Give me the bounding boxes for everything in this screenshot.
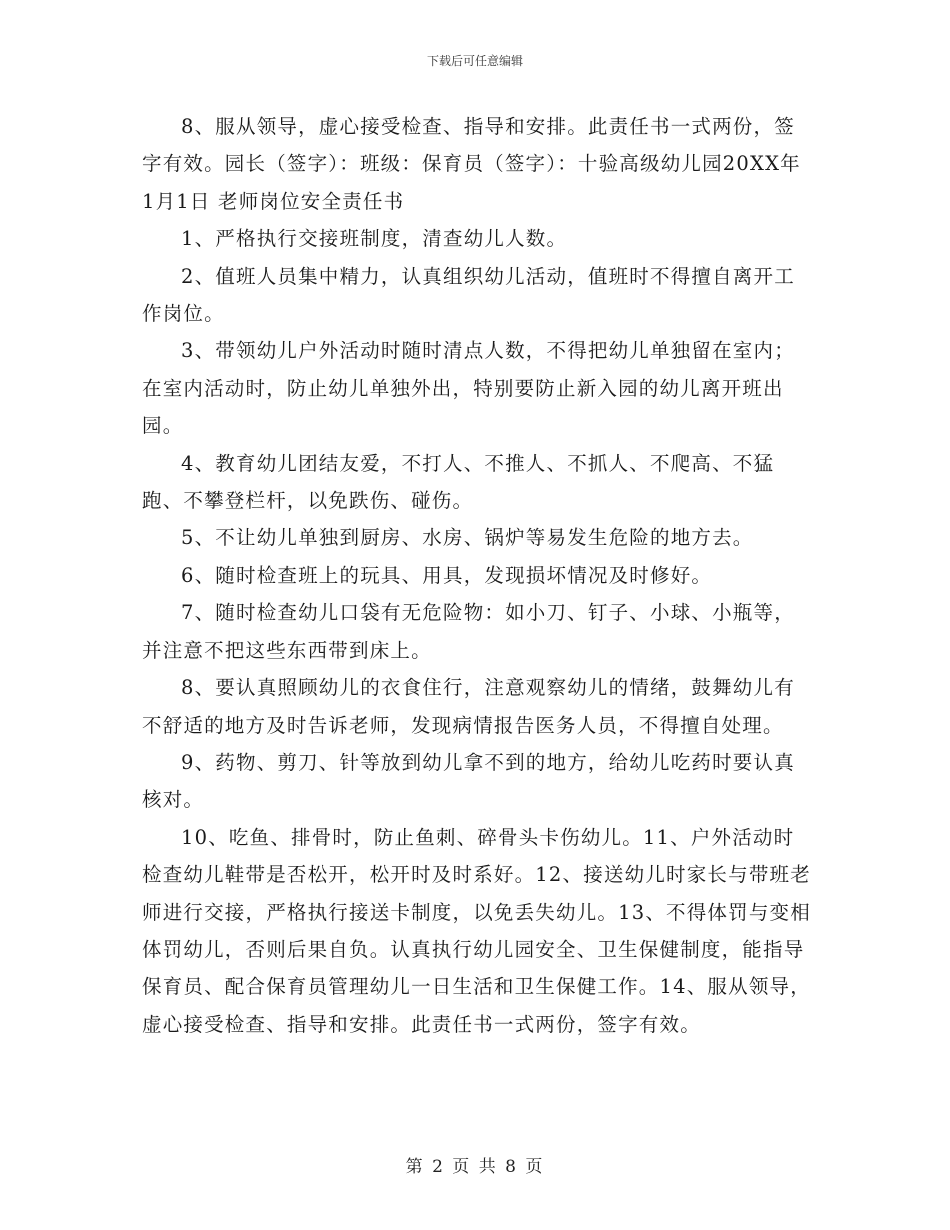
paragraph-item-1: 1、严格执行交接班制度，清查幼儿人数。 <box>181 227 568 251</box>
page-header: 下载后可任意编辑 <box>426 54 523 68</box>
document-body <box>142 108 812 1043</box>
paragraph-item-2: 2、值班人员集中精力，认真组织幼儿活动，值班时不得擅自离开工作岗位。 <box>142 264 795 326</box>
paragraph-item-10-14: 10、吃鱼、排骨时，防止鱼刺、碎骨头卡伤幼儿。11、户外活动时检查幼儿鞋带是否松开，松开时及时系好。12、接送幼儿时家长与带班老师进行交接，严格执行接送卡制度，以免丢失幼儿。13、不得体罚与变相体罚幼儿，否则后果自负。认真执行幼儿园安全、卫生保健制度，能指导保育员、配合保育员管理幼儿一日生活和卫生保健工作。14、服从领导，虚心接受检查、指导和安排。此责任书一式两份，签字有效。 <box>142 825 811 1036</box>
paragraph-item-9: 9、药物、剪刀、针等放到幼儿拿不到的地方，给幼儿吃药时要认真核对。 <box>142 750 795 812</box>
paragraph-item-4: 4、教育幼儿团结友爱，不打人、不推人、不抓人、不爬高、不猛跑、不攀登栏杆，以免跌伤、碰伤。 <box>142 451 775 513</box>
paragraph-item-7: 7、随时检查幼儿口袋有无危险物：如小刀、钉子、小球、小瓶等，并注意不把这些东西带到床上。 <box>142 601 795 662</box>
page-footer: 第 2 页 共 8 页 <box>405 1157 545 1177</box>
paragraph-item-3: 3、带领幼儿户外活动时随时清点人数，不得把幼儿单独留在室内；在室内活动时，防止幼儿单独外出，特别要防止新入园的幼儿离开班出园。 <box>142 339 795 438</box>
paragraph-item-6: 6、随时检查班上的玩具、用具，发现损坏情况及时修好。 <box>181 563 713 587</box>
paragraph-intro: 8、服从领导，虚心接受检查、指导和安排。此责任书一式两份，签字有效。园长（签字）：班级：保育员（签字）：十验高级幼儿园20XX年1月1日 老师岗位安全责任书 <box>142 115 801 213</box>
paragraph-item-5: 5、不让幼儿单独到厨房、水房、锅炉等易发生危险的地方去。 <box>181 526 754 550</box>
paragraph-item-8: 8、要认真照顾幼儿的衣食住行，注意观察幼儿的情绪，鼓舞幼儿有不舒适的地方及时告诉老师，发现病情报告医务人员，不得擅自处理。 <box>142 676 795 737</box>
